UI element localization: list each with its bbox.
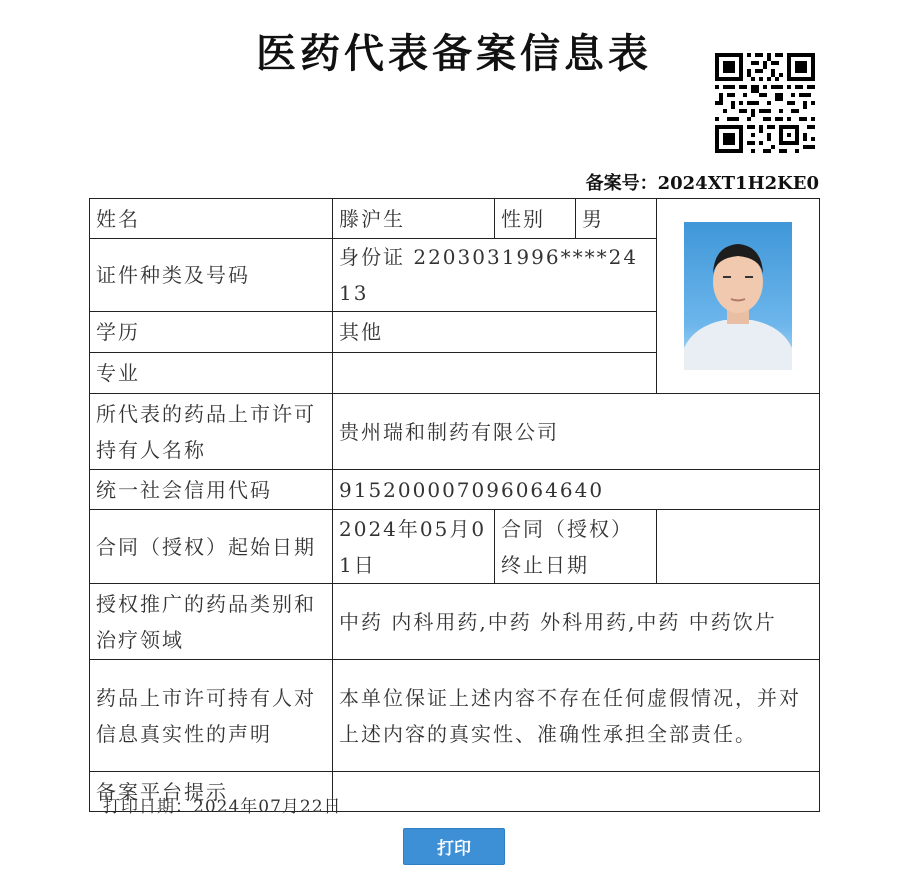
- label-id: 证件种类及号码: [90, 239, 333, 312]
- registration-label: 备案号：: [585, 173, 658, 194]
- value-education: 其他: [333, 312, 657, 353]
- label-statement: 药品上市许可持有人对信息真实性的声明: [90, 660, 333, 772]
- photo-cell: [657, 199, 820, 394]
- info-table: [89, 198, 820, 812]
- page-title: 医药代表备案信息表: [256, 30, 652, 77]
- registration-value: 2024XT1H2KE0: [657, 173, 819, 194]
- label-platform-hint: 备案平台提示: [90, 772, 333, 812]
- label-credit-code: 统一社会信用代码: [90, 470, 333, 510]
- value-name: 滕沪生: [333, 199, 495, 239]
- registration-number: [586, 169, 819, 195]
- value-credit-code: 915200007096064640: [333, 470, 820, 510]
- label-name: 姓名: [90, 199, 333, 239]
- label-end-date: 合同（授权）终止日期: [495, 510, 657, 584]
- value-platform-hint: [333, 772, 820, 812]
- label-start-date: 合同（授权）起始日期: [90, 510, 333, 584]
- value-end-date: [657, 510, 820, 584]
- print-date: 打印日期：2024年07月22日: [103, 797, 342, 817]
- label-gender: 性别: [495, 199, 576, 239]
- label-major: 专业: [90, 353, 333, 394]
- value-statement: 本单位保证上述内容不存在任何虚假情况，并对上述内容的真实性、准确性承担全部责任。: [333, 660, 820, 772]
- value-start-date: 2024年05月01日: [333, 510, 495, 584]
- print-button[interactable]: 打印: [403, 828, 505, 865]
- value-id: 身份证 2203031996****2413: [333, 239, 657, 312]
- value-holder: 贵州瑞和制药有限公司: [333, 394, 820, 470]
- value-scope: 中药 内科用药,中药 外科用药,中药 中药饮片: [333, 584, 820, 660]
- label-holder: 所代表的药品上市许可持有人名称: [90, 394, 333, 470]
- value-gender: 男: [576, 199, 657, 239]
- qr-code: [715, 53, 815, 153]
- label-education: 学历: [90, 312, 333, 353]
- label-scope: 授权推广的药品类别和治疗领域: [90, 584, 333, 660]
- id-photo: [684, 222, 792, 370]
- value-major: [333, 353, 657, 394]
